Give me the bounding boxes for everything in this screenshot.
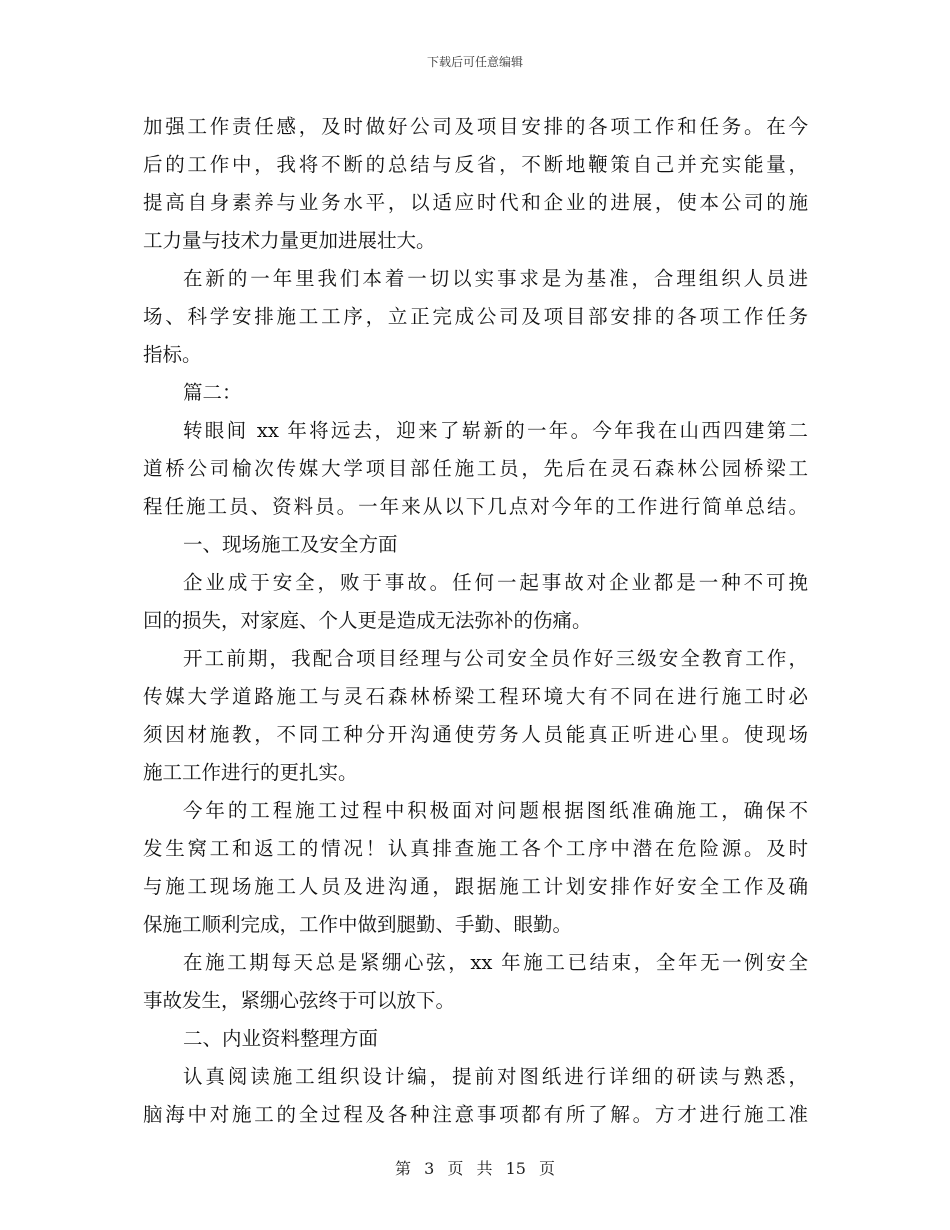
text-line: 开工前期，我配合项目经理与公司安全员作好三级安全教育工作， bbox=[183, 647, 808, 670]
footer-total-pages: 15 bbox=[505, 1159, 526, 1178]
footer-page-unit: 页 bbox=[447, 1159, 464, 1178]
text-line: 提高自身素养与业务水平，以适应时代和企业的进展，使本公司的施 bbox=[143, 191, 808, 214]
text-line: 回的损失，对家庭、个人更是造成无法弥补的伤痛。 bbox=[143, 609, 592, 632]
text-line: 后的工作中，我将不断的总结与反省，不断地鞭策自己并充实能量， bbox=[143, 153, 808, 176]
text-line: 保施工顺利完成，工作中做到腿勤、手勤、眼勤。 bbox=[143, 913, 573, 936]
footer-page-number: 3 bbox=[424, 1159, 435, 1178]
text-line: 加强工作责任感，及时做好公司及项目安排的各项工作和任务。在今 bbox=[143, 115, 808, 138]
text-line: 认真阅读施工组织设计编，提前对图纸进行详细的研读与熟悉， bbox=[183, 1065, 808, 1088]
text-line: 篇二： bbox=[183, 381, 242, 404]
text-line: 脑海中对施工的全过程及各种注意事项都有所了解。方才进行施工准 bbox=[143, 1103, 808, 1126]
text-line: 一、现场施工及安全方面 bbox=[183, 533, 398, 556]
text-line: 传媒大学道路施工与灵石森林桥梁工程环境大有不同在进行施工时必 bbox=[143, 685, 808, 708]
footer-total-prefix: 共 bbox=[476, 1159, 493, 1178]
page-footer bbox=[0, 1156, 950, 1179]
text-line: 今年的工程施工过程中积极面对问题根据图纸准确施工，确保不 bbox=[183, 799, 808, 822]
text-line: 道桥公司榆次传媒大学项目部任施工员，先后在灵石森林公园桥梁工 bbox=[143, 457, 808, 480]
text-line: 发生窝工和返工的情况！认真排查施工各个工序中潜在危险源。及时 bbox=[143, 837, 808, 860]
text-line: 程任施工员、资料员。一年来从以下几点对今年的工作进行简单总结。 bbox=[143, 495, 808, 518]
text-line: 场、科学安排施工工序，立正完成公司及项目部安排的各项工作任务 bbox=[143, 305, 808, 328]
text-line: 须因材施教，不同工种分开沟通使劳务人员能真正听进心里。使现场 bbox=[143, 723, 808, 746]
text-line: 施工工作进行的更扎实。 bbox=[143, 761, 358, 784]
text-line: 企业成于安全，败于事故。任何一起事故对企业都是一种不可挽 bbox=[183, 571, 808, 594]
text-line: 转眼间 xx 年将远去，迎来了崭新的一年。今年我在山西四建第二 bbox=[183, 419, 808, 442]
document-body bbox=[143, 108, 808, 1134]
text-line: 事故发生，紧绷心弦终于可以放下。 bbox=[143, 989, 456, 1012]
page-header: 下载后可任意编辑 bbox=[426, 55, 523, 69]
footer-total-unit: 页 bbox=[539, 1159, 556, 1178]
text-line: 指标。 bbox=[143, 343, 202, 366]
text-line: 与施工现场施工人员及进沟通，跟据施工计划安排作好安全工作及确 bbox=[143, 875, 808, 898]
footer-page-prefix: 第 bbox=[394, 1159, 411, 1178]
text-line: 在新的一年里我们本着一切以实事求是为基准，合理组织人员进 bbox=[183, 267, 808, 290]
text-line: 二、内业资料整理方面 bbox=[183, 1027, 379, 1050]
text-line: 在施工期每天总是紧绷心弦，xx 年施工已结束，全年无一例安全 bbox=[183, 951, 808, 974]
text-line: 工力量与技术力量更加进展壮大。 bbox=[143, 229, 436, 252]
